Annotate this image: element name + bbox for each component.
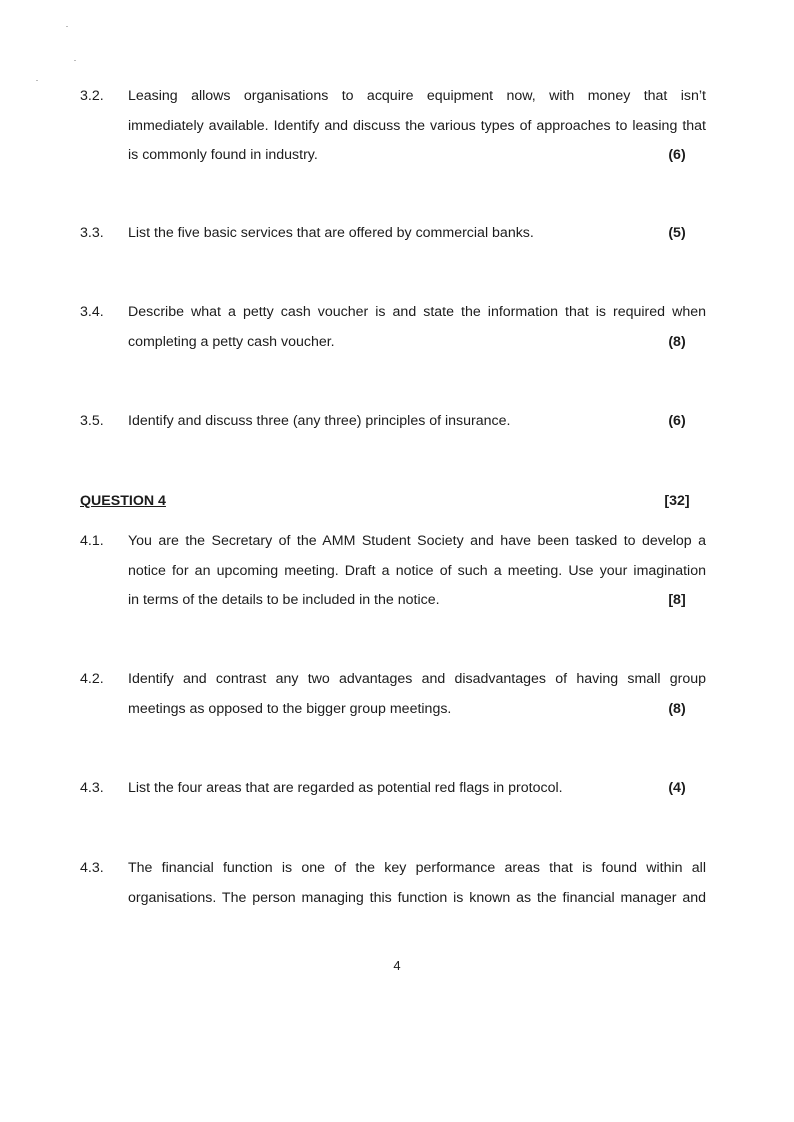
question-number: 4.3. xyxy=(80,780,104,796)
question-marks: (6) xyxy=(668,147,686,163)
question-marks: (5) xyxy=(668,225,686,241)
question-text-line: The financial function is one of the key performance areas that is found within all xyxy=(128,860,706,876)
question-number: 4.1. xyxy=(80,533,104,549)
question-text: is commonly found in industry. xyxy=(128,147,318,163)
question-3-4 xyxy=(80,298,706,357)
question-marks: (8) xyxy=(668,333,686,350)
question-4-1 xyxy=(80,527,706,616)
question-text-line: Identify and contrast any two advantages and disadvantages of having small group xyxy=(128,671,706,687)
question-text: completing a petty cash voucher. xyxy=(128,333,335,350)
question-4-3-financial xyxy=(80,854,706,913)
question-text-line: organisations. The person managing this function is known as the financial manager and xyxy=(128,889,706,906)
question-number: 3.4. xyxy=(80,304,104,320)
question-text-line: You are the Secretary of the AMM Student Society and have been tasked to develop a xyxy=(128,533,706,549)
question-3-5 xyxy=(80,407,706,437)
question-text: Identify and discuss three (any three) principles of insurance. xyxy=(128,413,511,429)
section-title: QUESTION 4 xyxy=(80,493,166,509)
question-text-line xyxy=(128,219,706,249)
page-number: 4 xyxy=(393,958,401,973)
question-3-3 xyxy=(80,219,706,249)
question-number: 3.5. xyxy=(80,413,104,429)
section-heading xyxy=(80,490,706,512)
question-text-line xyxy=(128,586,706,616)
section-total-marks: [32] xyxy=(664,493,690,509)
question-text-line xyxy=(128,328,706,358)
question-text-line: Describe what a petty cash voucher is and state the information that is required when xyxy=(128,304,706,320)
question-marks: (6) xyxy=(668,413,686,429)
scan-speck xyxy=(66,26,68,27)
question-text-line: immediately available. Identify and discuss the various types of approaches to leasing that xyxy=(128,117,706,134)
question-text-line xyxy=(128,695,706,725)
question-number: 4.2. xyxy=(80,671,104,687)
scan-speck xyxy=(36,80,38,81)
question-text-line xyxy=(128,407,706,437)
scan-speck xyxy=(74,60,76,61)
question-text: in terms of the details to be included in the notice. xyxy=(128,592,440,608)
question-text-line xyxy=(128,774,706,804)
question-text-line: notice for an upcoming meeting. Draft a notice of such a meeting. Use your imagination xyxy=(128,562,706,579)
question-marks: [8] xyxy=(668,592,686,608)
question-number: 4.3. xyxy=(80,860,104,876)
question-text: List the five basic services that are offered by commercial banks. xyxy=(128,225,534,241)
question-text: List the four areas that are regarded as potential red flags in protocol. xyxy=(128,780,563,796)
question-text-line xyxy=(128,141,706,171)
question-marks: (4) xyxy=(668,780,686,796)
question-4-2 xyxy=(80,665,706,724)
question-text-line: Leasing allows organisations to acquire equipment now, with money that isn’t xyxy=(128,88,706,104)
question-4-3 xyxy=(80,774,706,804)
question-marks: (8) xyxy=(668,700,686,717)
question-number: 3.3. xyxy=(80,225,104,241)
question-text: meetings as opposed to the bigger group meetings. xyxy=(128,700,452,717)
question-number: 3.2. xyxy=(80,88,104,104)
question-3-2 xyxy=(80,82,706,171)
